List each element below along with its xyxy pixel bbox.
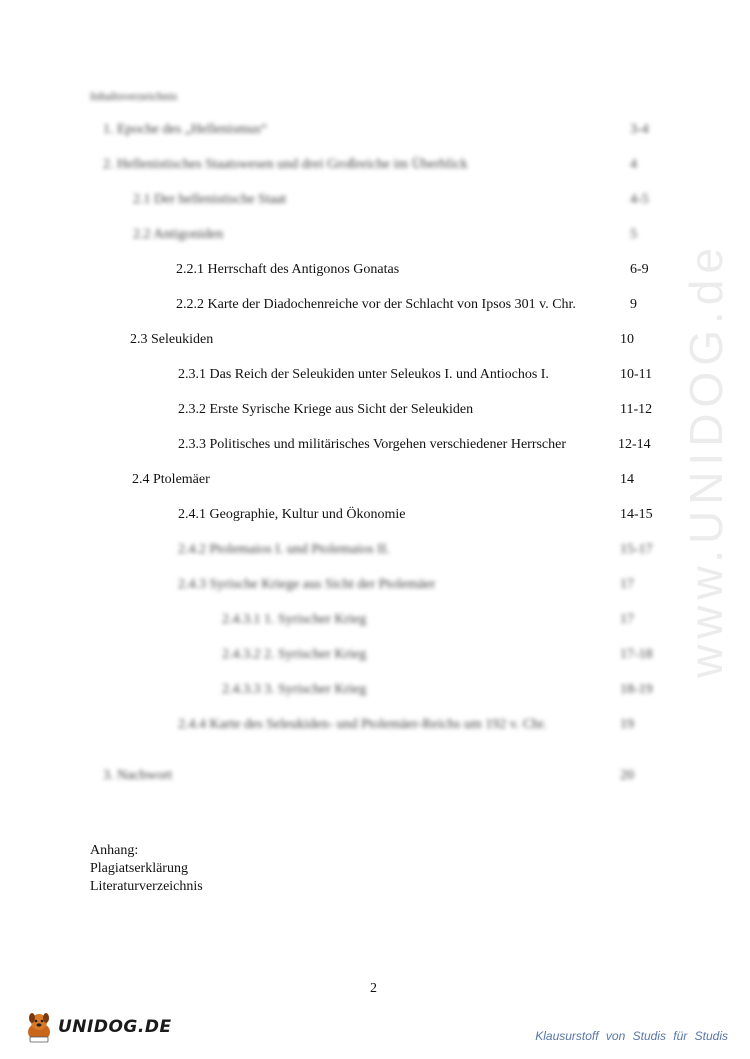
toc-entry-page: 5	[630, 227, 637, 242]
toc-entry	[0, 365, 750, 385]
toc-entry	[0, 225, 750, 245]
toc-entry	[0, 295, 750, 315]
toc-entry-page: 10	[620, 332, 634, 347]
toc-heading: Inhaltsverzeichnis	[90, 89, 178, 103]
toc-entry-title: 2.3.3 Politisches und militärisches Vorgehen verschiedener Herrscher	[178, 437, 567, 452]
toc-entry-title: 2.2 Antigoniden	[133, 227, 224, 242]
toc-entry	[0, 470, 750, 490]
toc-entry-page: 20	[620, 768, 634, 783]
toc-entry-title: 2.1 Der hellenistische Staat	[133, 192, 287, 207]
toc-entry-page: 14-15	[620, 507, 653, 522]
watermark: www.UNIDOG.de	[680, 242, 732, 678]
toc-entry	[0, 400, 750, 420]
toc-entry	[0, 330, 750, 350]
toc-entry-page: 4-5	[630, 192, 649, 207]
toc-entry-page: 17-18	[620, 647, 653, 662]
logo-text: UNIDOG.DE	[58, 1017, 172, 1037]
toc-entry-title: 2.4.3 Syrische Kriege aus Sicht der Ptolemäer	[178, 577, 436, 592]
toc-entry-title: 2.3.2 Erste Syrische Kriege aus Sicht der Seleukiden	[178, 402, 474, 417]
toc-entry-page: 6-9	[630, 262, 649, 277]
toc-entry-title: 2.2.2 Karte der Diadochenreiche vor der Schlacht von Ipsos 301 v. Chr.	[176, 297, 576, 312]
toc-entry	[0, 155, 750, 175]
appendix-title: Anhang:	[90, 843, 139, 858]
toc-entry-title: 2.4 Ptolemäer	[132, 472, 210, 487]
toc-entry-page: 19	[620, 717, 634, 732]
toc-entry-page: 11-12	[620, 402, 653, 417]
toc-entry-title: 3. Nachwort	[103, 768, 173, 783]
toc-entry	[0, 505, 750, 525]
toc-entry-title: 2.4.1 Geographie, Kultur und Ökonomie	[178, 507, 406, 522]
page-number: 2	[370, 981, 377, 996]
toc-entry-title: 2.3 Seleukiden	[130, 332, 214, 347]
toc-entry	[0, 540, 750, 560]
toc-entry-title: 2.2.1 Herrschaft des Antigonos Gonatas	[176, 262, 400, 277]
toc-entry-page: 17	[620, 577, 634, 592]
toc-entry-title: 2.4.4 Karte des Seleukiden- und Ptolemäer-Reichs um 192 v. Chr.	[178, 717, 547, 732]
toc-entry-title: 2.4.3.2 2. Syrischer Krieg	[222, 647, 367, 662]
toc-entry-page: 14	[620, 472, 634, 487]
toc-entry-page: 12-14	[618, 437, 651, 452]
toc-entry	[0, 575, 750, 595]
toc-entry-page: 4	[630, 157, 637, 172]
toc-entry	[0, 190, 750, 210]
toc-entry	[0, 260, 750, 280]
footer-tagline: Klausurstoff von Studis für Studis	[535, 1029, 728, 1043]
toc-entry	[0, 715, 750, 735]
toc-entry	[0, 120, 750, 140]
toc-entry-page: 18-19	[620, 682, 653, 697]
toc-entry-title: 2.3.1 Das Reich der Seleukiden unter Seleukos I. und Antiochos I.	[178, 367, 549, 382]
appendix-item: Literaturverzeichnis	[90, 879, 203, 894]
appendix-item: Plagiatserklärung	[90, 861, 188, 876]
toc-entry-title: 2.4.3.3 3. Syrischer Krieg	[222, 682, 367, 697]
toc-entry	[0, 645, 750, 665]
toc-entry-page: 17	[620, 612, 634, 627]
toc-entry	[0, 435, 750, 455]
unidog-logo	[22, 1010, 172, 1044]
toc-entry	[0, 610, 750, 630]
toc-entry-title: 2.4.3.1 1. Syrischer Krieg	[222, 612, 367, 627]
toc-entry-page: 15-17	[620, 542, 653, 557]
toc-entry-title: 2.4.2 Ptolemaios I. und Ptolemaios II.	[178, 542, 390, 557]
appendix	[90, 842, 203, 896]
toc-entry-page: 3-4	[630, 122, 649, 137]
toc-entry-page: 10-11	[620, 367, 653, 382]
toc-entry-title: 2. Hellenistisches Staatswesen und drei Großreiche im Überblick	[103, 157, 468, 172]
toc-entry	[0, 766, 750, 786]
toc-entry-title: 1. Epoche des „Hellenismus“	[103, 122, 268, 137]
dog-icon	[22, 1010, 56, 1044]
toc-entry	[0, 680, 750, 700]
toc-entry-page: 9	[630, 297, 637, 312]
